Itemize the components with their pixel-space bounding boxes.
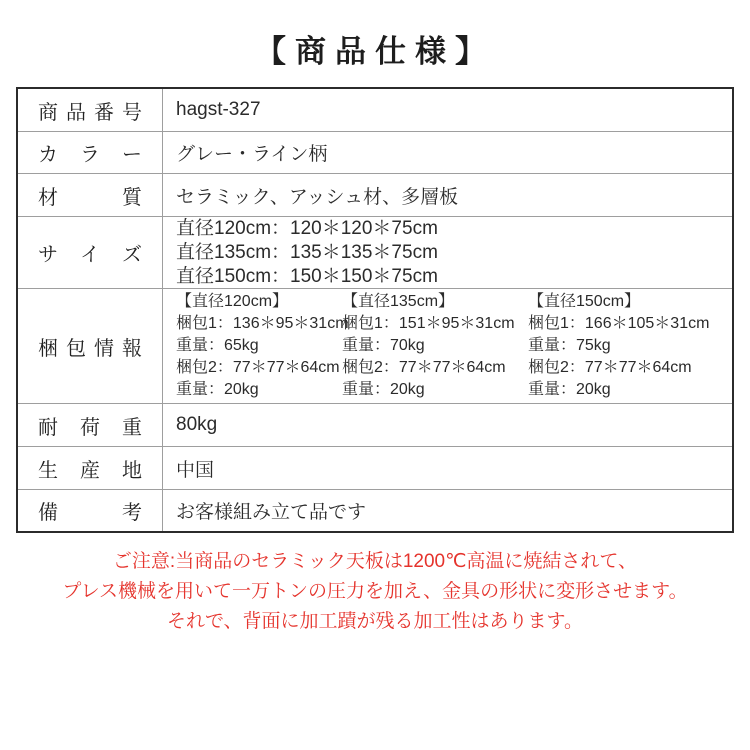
row-label: 商 品 番 号 xyxy=(38,101,142,124)
packing-line: 重量：20kg xyxy=(176,381,259,398)
row-label: 生 産 地 xyxy=(38,459,142,482)
row-value xyxy=(163,132,732,173)
spec-row-color xyxy=(18,131,732,173)
color-value: グレー・ライン柄 xyxy=(176,144,328,165)
page-title: 【商品仕様】 xyxy=(255,34,495,69)
packing-columns xyxy=(176,291,732,401)
material-value: セラミック、アッシュ材、多層板 xyxy=(176,186,459,208)
packing-column-120 xyxy=(176,291,349,401)
row-label: カ ラ ー xyxy=(38,144,142,166)
spec-table xyxy=(16,87,734,533)
packing-column-150 xyxy=(528,291,732,401)
row-label-cell xyxy=(18,490,163,531)
row-label-cell xyxy=(18,217,163,288)
row-value xyxy=(163,490,732,531)
row-value xyxy=(163,89,732,131)
spec-row-load-capacity xyxy=(18,403,732,446)
spec-row-size xyxy=(18,216,732,288)
packing-line: 梱包1：166＊105＊31cm xyxy=(528,315,710,332)
row-label: 材 質 xyxy=(38,186,142,209)
origin-value: 中国 xyxy=(176,459,215,481)
packing-line: 梱包2：77＊77＊64cm xyxy=(528,359,692,376)
notice xyxy=(0,547,750,637)
row-label: 備 考 xyxy=(38,502,142,524)
notice-line: それで、背面に加工蹟が残る加工性はあります。 xyxy=(166,611,584,632)
packing-header: 【直径135cm】 xyxy=(342,293,455,310)
row-value xyxy=(163,289,732,403)
remarks-value: お客様組み立て品です xyxy=(176,502,367,523)
packing-line: 梱包1：136＊95＊31cm xyxy=(176,315,349,332)
packing-line: 重量：20kg xyxy=(342,381,425,398)
notice-line: プレス機械を用いて一万トンの圧力を加え、金具の形状に変形させます。 xyxy=(62,581,688,602)
notice-line: ご注意:当商品のセラミック天板は1200℃高温に焼結されて、 xyxy=(112,551,638,572)
product-number-value: hagst-327 xyxy=(176,99,261,120)
spec-row-packing xyxy=(18,288,732,403)
size-line: 直径120cm：120＊120＊75cm xyxy=(176,217,438,239)
row-label-cell xyxy=(18,404,163,446)
packing-line: 重量：20kg xyxy=(528,381,611,398)
spec-row-material xyxy=(18,173,732,216)
spec-row-product-number xyxy=(18,89,732,131)
packing-line: 梱包1：151＊95＊31cm xyxy=(342,315,515,332)
spec-row-remarks xyxy=(18,489,732,531)
row-label: 梱 包 情 報 xyxy=(38,337,142,360)
row-value xyxy=(163,447,732,489)
packing-line: 梱包2：77＊77＊64cm xyxy=(176,359,340,376)
size-line: 直径150cm：150＊150＊75cm xyxy=(176,265,438,287)
packing-header: 【直径120cm】 xyxy=(176,293,289,310)
row-label-cell xyxy=(18,447,163,489)
load-capacity-value: 80kg xyxy=(176,414,218,435)
packing-line: 重量：70kg xyxy=(342,337,425,354)
row-label-cell xyxy=(18,289,163,403)
packing-column-135 xyxy=(342,291,528,401)
spec-row-origin xyxy=(18,446,732,489)
row-label-cell xyxy=(18,132,163,173)
packing-line: 重量：65kg xyxy=(176,337,259,354)
row-label: サ イ ズ xyxy=(38,244,142,266)
row-value xyxy=(163,217,732,288)
packing-header: 【直径150cm】 xyxy=(528,293,641,310)
row-value xyxy=(163,404,732,446)
size-line: 直径135cm：135＊135＊75cm xyxy=(176,241,438,263)
packing-line: 重量：75kg xyxy=(528,337,611,354)
row-label: 耐 荷 重 xyxy=(38,416,142,439)
row-value xyxy=(163,174,732,216)
row-label-cell xyxy=(18,89,163,131)
row-label-cell xyxy=(18,174,163,216)
packing-line: 梱包2：77＊77＊64cm xyxy=(342,359,506,376)
